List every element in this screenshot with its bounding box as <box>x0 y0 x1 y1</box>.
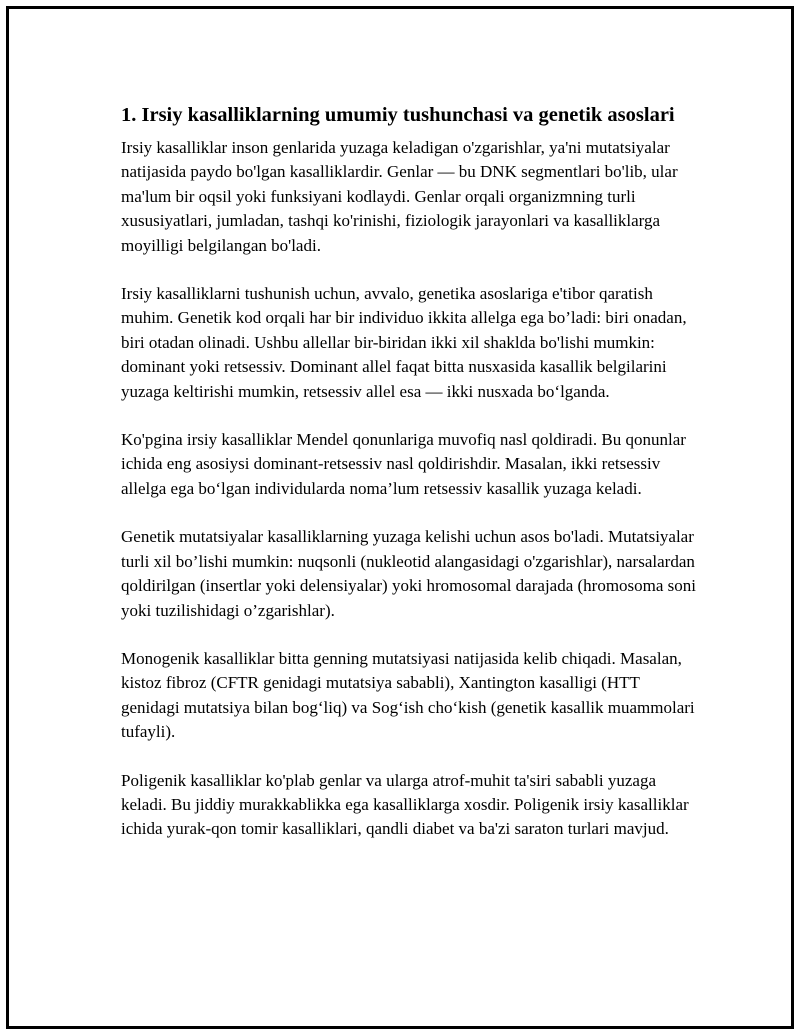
document-body <box>121 101 701 866</box>
paragraph-mendel-laws: Ko'pgina irsiy kasalliklar Mendel qonunlariga muvofiq nasl qoldiradi. Bu qonunlar ichida eng asosiysi dominant-retsessiv nasl qoldirishdir. Masalan, ikki retsessiv allelga ega bo‘lgan individularda noma’lum retsessiv kasallik yuzaga keladi. <box>121 430 686 498</box>
paragraph-monogenic-diseases: Monogenik kasalliklar bitta genning mutatsiyasi natijasida kelib chiqadi. Masalan, kistoz fibroz (CFTR genidagi mutatsiya sababli), Xantington kasalligi (HTT genidagi mutatsiya bilan bog‘liq) va Sog‘ish cho‘kish (genetik kasallik muammolari tufayli). <box>121 648 695 742</box>
paragraph-genetics-basics: Irsiy kasalliklarni tushunish uchun, avvalo, genetika asoslariga e'tibor qaratish muhim. Genetik kod orqali har bir individuo ikkita allelga ega bo’ladi: biri onadan, biri otadan olinadi. Ushbu allellar bir-biridan ikki xil shaklda bo'lishi mumkin: dominant yoki retsessiv. Dominant allel faqat bitta nusxasida kasallik belgilarini yuzaga keltirishi mumkin, retsessiv allel esa — ikki nusxada bo‘lganda. <box>121 284 687 401</box>
paragraph-polygenic-diseases: Poligenik kasalliklar ko'plab genlar va ularga atrof-muhit ta'siri sababli yuzaga keladi. Bu jiddiy murakkablikka ega kasalliklarga xosdir. Poligenik irsiy kasalliklar ichida yurak-qon tomir kasalliklari, qandli diabet va ba'zi saraton turlari mavjud. <box>121 770 689 839</box>
paragraph-genetic-mutations: Genetik mutatsiyalar kasalliklarning yuzaga kelishi uchun asos bo'ladi. Mutatsiyalar turli xil bo’lishi mumkin: nuqsonli (nukleotid alangasidagi o'zgarishlar), narsalardan qoldirilgan (insertlar yoki delensiyalar) yoki hromosomal darajada (hromosoma soni yoki tuzilishidagi o’zgarishlar). <box>121 527 697 620</box>
page-frame <box>6 6 794 1029</box>
paragraph-hereditary-diseases-definition: Irsiy kasalliklar inson genlarida yuzaga keladigan o'zgarishlar, ya'ni mutatsiyalar natijasida paydo bo'lgan kasalliklardir. Genlar — bu DNK segmentlari bo'lib, ular ma'lum bir oqsil yoki funksiyani kodlaydi. Genlar orqali organizmning turli xususiyatlari, jumladan, tashqi ko'rinishi, fiziologik jarayonlari va kasalliklarga moyilligi belgilangan bo'ladi. <box>121 138 678 255</box>
section-heading: 1. Irsiy kasalliklarning umumiy tushunchasi va genetik asoslari <box>121 104 675 126</box>
